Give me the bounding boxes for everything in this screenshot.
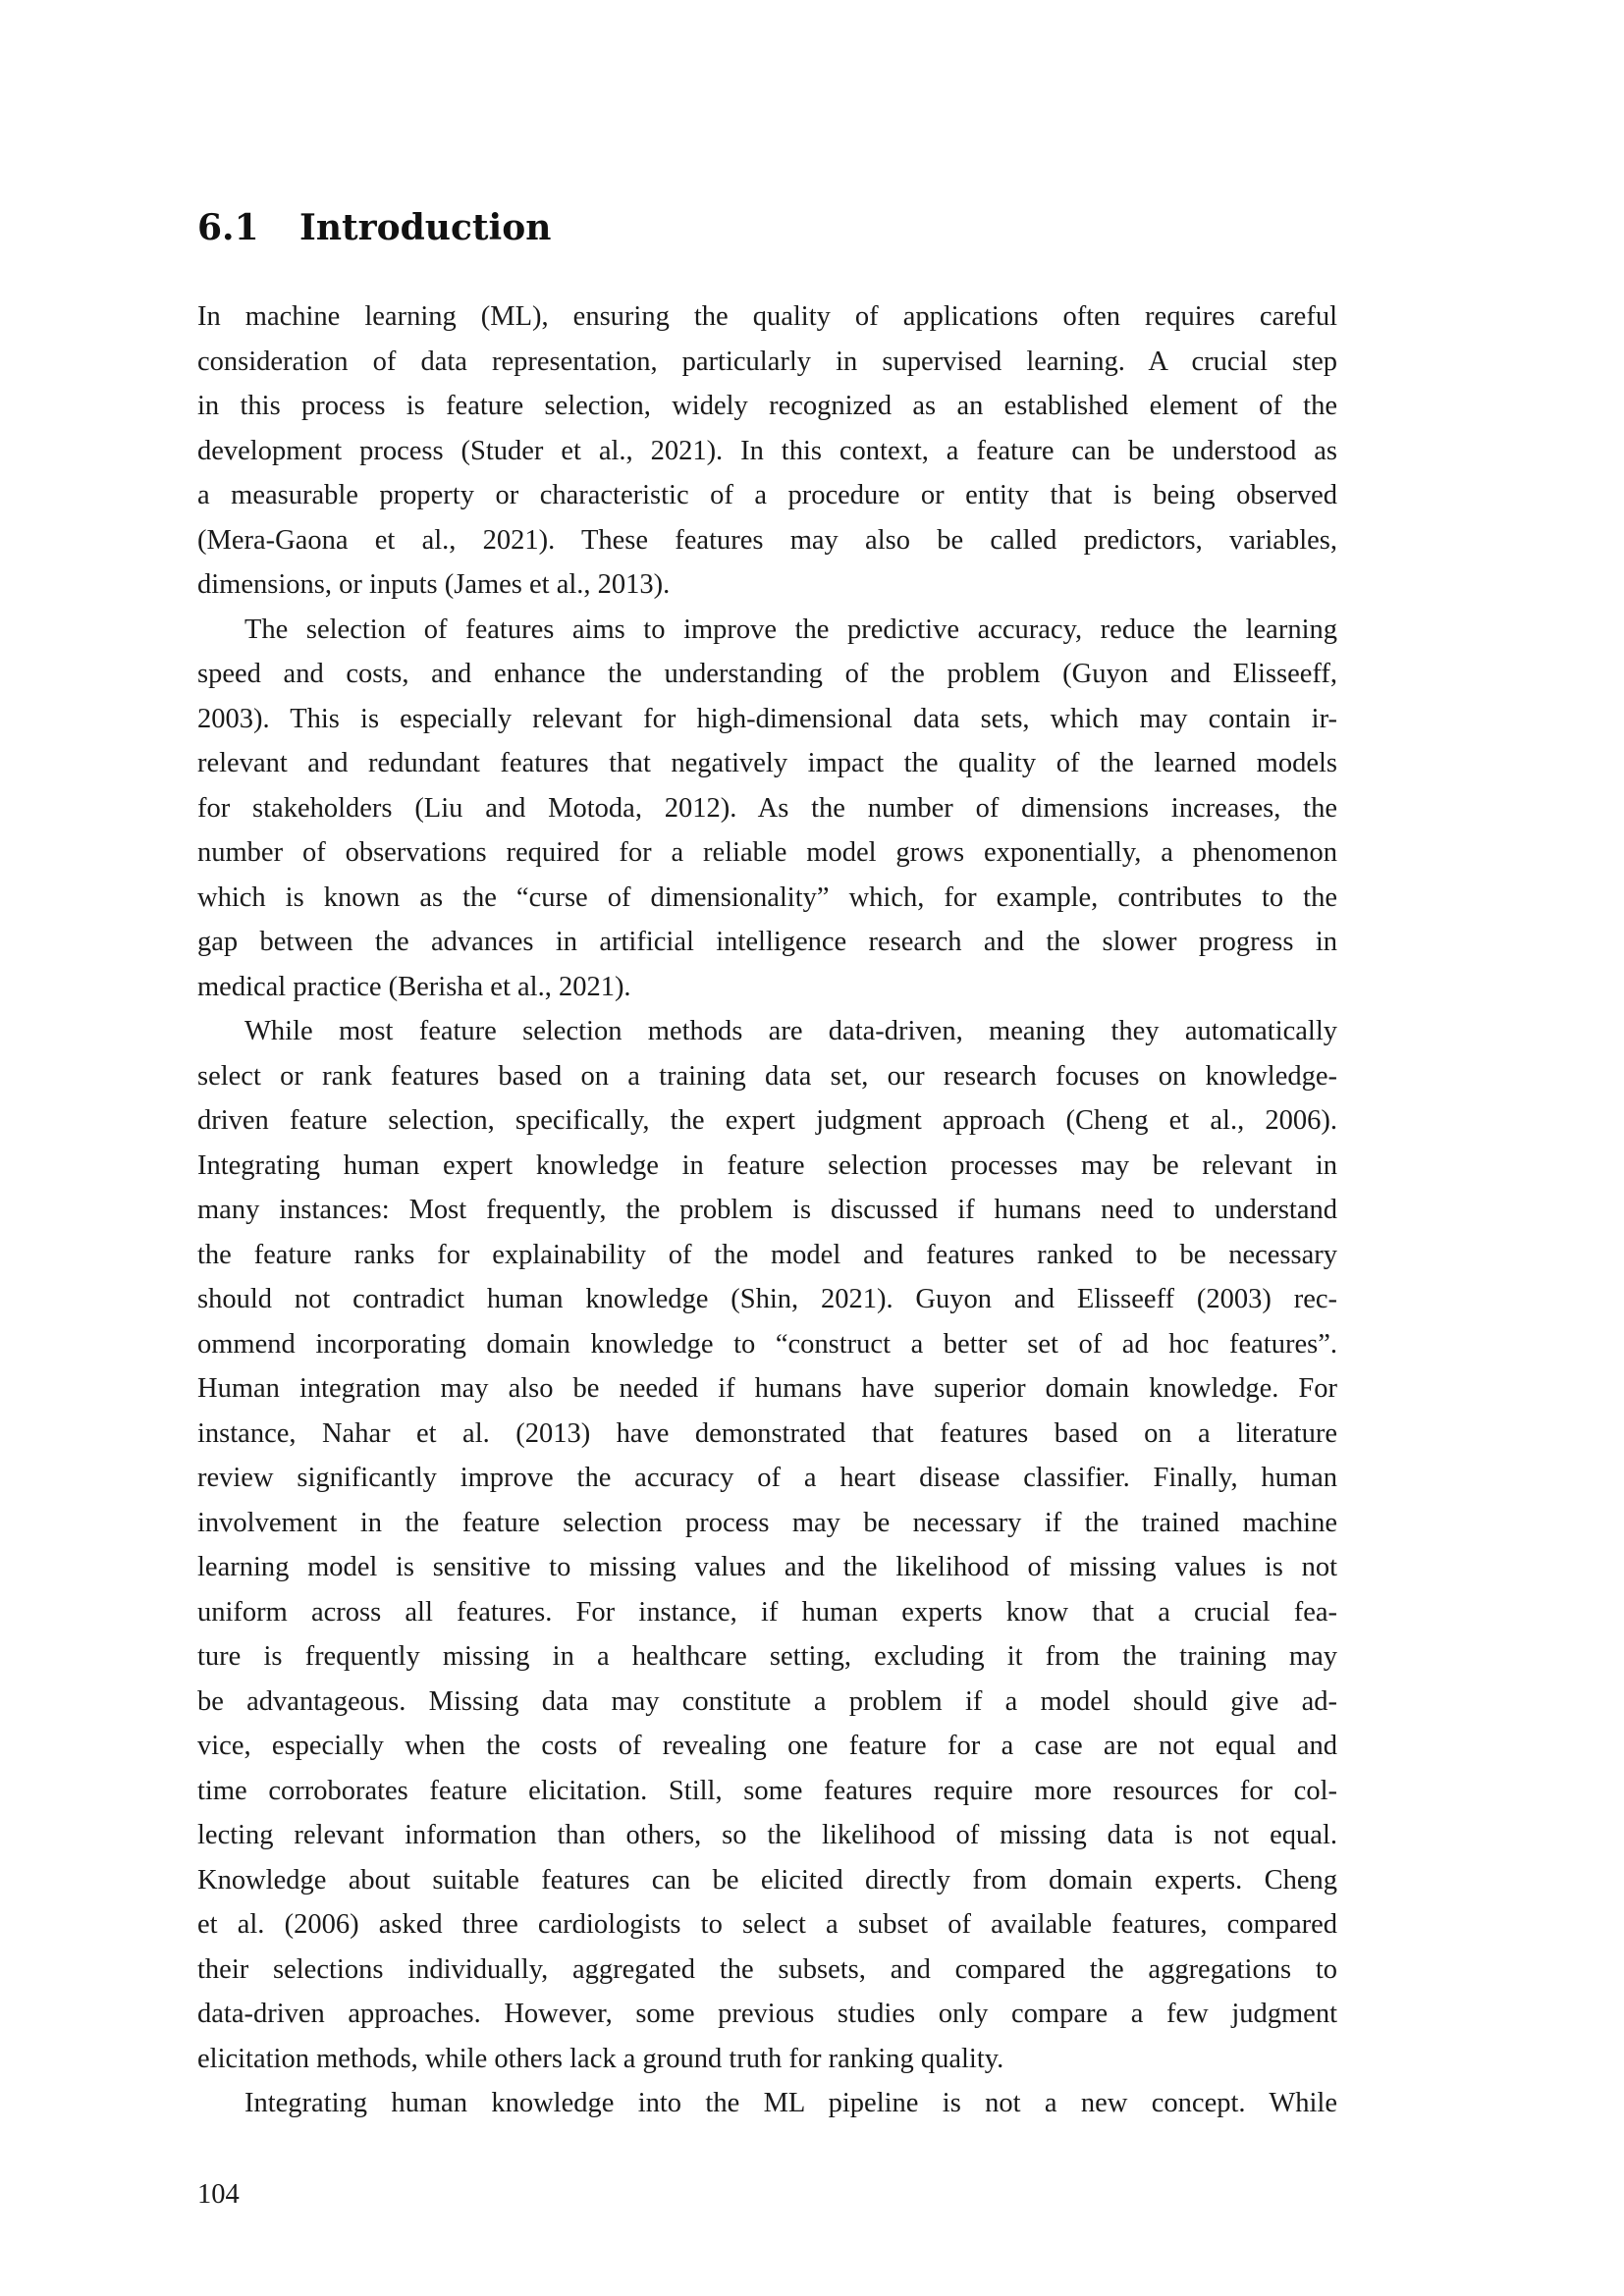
text-line: vice, especially when the costs of revealing one feature for a case are not equal and [197,1731,1337,1761]
text-line: gap between the advances in artificial intelligence research and the slower progress in [197,927,1337,957]
text-line: lecting relevant information than others, so the likelihood of missing data is not equal. [197,1820,1337,1850]
text-line: instance, Nahar et al. (2013) have demonstrated that features based on a literature [197,1417,1337,1449]
text-line: uniform across all features. For instance, if human experts know that a crucial fea- [197,1596,1337,1628]
text-line: consideration of data representation, particularly in supervised learning. A crucial step [197,346,1337,377]
text-line: time corroborates feature elicitation. Still, some features require more resources for col- [197,1775,1337,1806]
text-line: Integrating human knowledge into the ML pipeline is not a new concept. While [244,2088,1337,2118]
text-line: While most feature selection methods are data-driven, meaning they automatically [244,1016,1337,1046]
text-line: development process (Studer et al., 2021). In this context, a feature can be understood as [197,435,1337,466]
text-line: Knowledge about suitable features can be elicited directly from domain experts. Cheng [197,1864,1337,1896]
paragraph-2 [197,608,1337,1010]
text-line: many instances: Most frequently, the problem is discussed if humans need to understand [197,1195,1337,1225]
text-line: speed and costs, and enhance the understanding of the problem (Guyon and Elisseeff, [197,659,1337,689]
text-line: et al. (2006) asked three cardiologists to select a subset of available features, compared [197,1909,1337,1940]
text-line: should not contradict human knowledge (Shin, 2021). Guyon and Elisseeff (2003) rec- [197,1284,1337,1314]
text-line: elicitation methods, while others lack a ground truth for ranking quality. [197,2043,1004,2074]
paragraph-1 [197,294,1337,608]
text-line: learning model is sensitive to missing values and the likelihood of missing values is not [197,1552,1337,1582]
text-line: number of observations required for a reliable model grows exponentially, a phenomenon [197,837,1337,868]
paragraph-4 [197,2081,1337,2126]
section-number: 6.1 [197,207,259,248]
text-line: review significantly improve the accuracy of a heart disease classifier. Finally, human [197,1463,1337,1493]
text-line: In machine learning (ML), ensuring the quality of applications often requires careful [197,301,1337,332]
text-line: select or rank features based on a training data set, our research focuses on knowledge- [197,1060,1337,1092]
text-line: which is known as the “curse of dimensionality” which, for example, contributes to the [197,881,1337,913]
text-line: the feature ranks for explainability of the model and features ranked to be necessary [197,1239,1337,1270]
text-line: their selections individually, aggregated the subsets, and compared the aggregations to [197,1953,1337,1985]
text-line: relevant and redundant features that negatively impact the quality of the learned models [197,748,1337,778]
text-line: a measurable property or characteristic of a procedure or entity that is being observed [197,480,1337,510]
text-line: dimensions, or inputs (James et al., 2013). [197,569,671,600]
text-line: involvement in the feature selection process may be necessary if the trained machine [197,1507,1337,1538]
text-line: 2003). This is especially relevant for high-dimensional data sets, which may contain ir- [197,703,1337,734]
text-line: The selection of features aims to improve the predictive accuracy, reduce the learning [244,614,1337,645]
paragraph-3 [197,1009,1337,2081]
page-number: 104 [197,2179,240,2210]
body-text [197,294,1337,2126]
text-line: medical practice (Berisha et al., 2021). [197,971,631,1002]
text-line: Human integration may also be needed if humans have superior domain knowledge. For [197,1373,1337,1404]
section-heading [197,204,551,251]
text-line: in this process is feature selection, widely recognized as an established element of the [197,391,1337,421]
text-line: Integrating human expert knowledge in feature selection processes may be relevant in [197,1149,1337,1181]
text-line: ommend incorporating domain knowledge to “construct a better set of ad hoc features”. [197,1328,1337,1360]
text-line: for stakeholders (Liu and Motoda, 2012). As the number of dimensions increases, the [197,792,1337,824]
text-line: data-driven approaches. However, some previous studies only compare a few judgment [197,1999,1337,2029]
text-line: (Mera-Gaona et al., 2021). These features may also be called predictors, variables, [197,524,1337,556]
text-line: be advantageous. Missing data may constitute a problem if a model should give ad- [197,1685,1337,1717]
text-line: ture is frequently missing in a healthcare setting, excluding it from the training may [197,1641,1337,1672]
section-title: Introduction [299,207,552,248]
text-line: driven feature selection, specifically, the expert judgment approach (Cheng et al., 2006). [197,1105,1337,1136]
